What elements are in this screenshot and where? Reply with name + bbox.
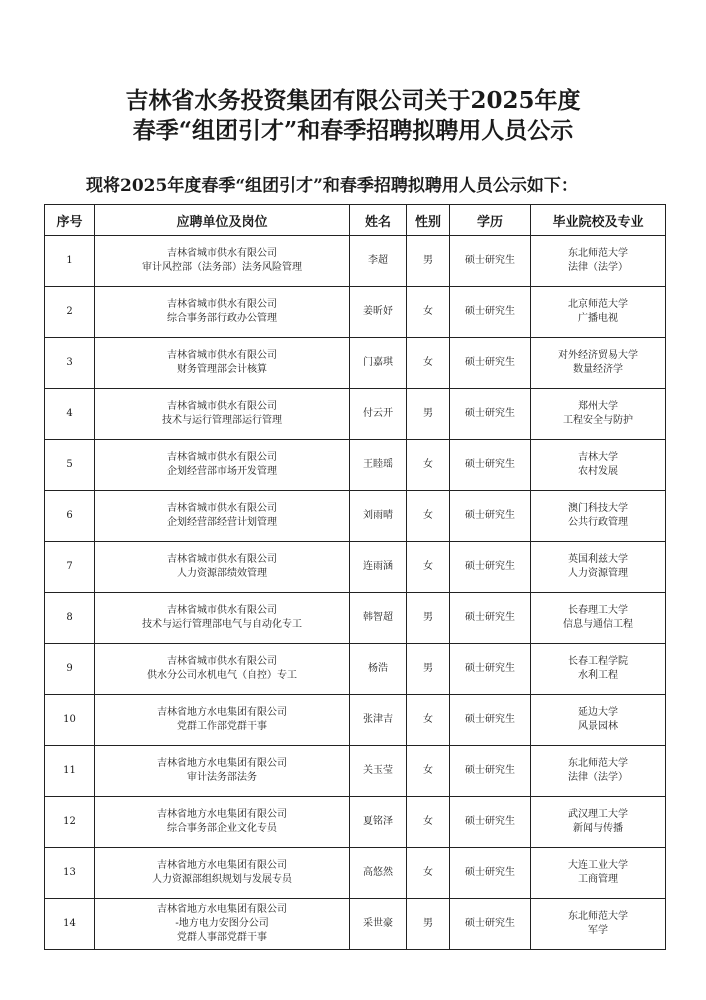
school-major-line: 吉林大学 <box>578 452 618 463</box>
gender-cell: 女 <box>407 797 450 848</box>
unit-position-cell <box>95 848 350 899</box>
unit-position-line: 财务管理部会计核算 <box>177 364 267 375</box>
gender-cell: 女 <box>407 746 450 797</box>
name-cell: 韩智超 <box>350 593 407 644</box>
header-row <box>45 205 666 236</box>
gender-cell: 男 <box>407 389 450 440</box>
school-major-cell <box>531 389 666 440</box>
table-row <box>45 797 666 848</box>
unit-position-line: 吉林省城市供水有限公司 <box>167 656 277 667</box>
seq-cell: 8 <box>45 593 95 644</box>
name-cell: 刘雨晴 <box>350 491 407 542</box>
school-major-line: 大连工业大学 <box>568 860 628 871</box>
intro-text: 现将2025年度春季“组团引才”和春季招聘拟聘用人员公示如下： <box>86 176 578 196</box>
gender-cell: 男 <box>407 899 450 950</box>
school-major-cell <box>531 440 666 491</box>
table-row <box>45 593 666 644</box>
table-row <box>45 899 666 950</box>
gender-cell: 女 <box>407 542 450 593</box>
unit-position-line: 综合事务部企业文化专员 <box>167 823 277 834</box>
unit-position-line: 吉林省城市供水有限公司 <box>167 401 277 412</box>
degree-cell: 硕士研究生 <box>450 644 531 695</box>
unit-position-line: 党群人事部党群干事 <box>177 932 267 943</box>
school-major-line: 法律（法学） <box>568 772 628 783</box>
degree-cell: 硕士研究生 <box>450 746 531 797</box>
seq-cell: 5 <box>45 440 95 491</box>
school-major-cell <box>531 542 666 593</box>
unit-position-line: 审计风控部（法务部）法务风险管理 <box>142 262 302 273</box>
school-major-line: 法律（法学） <box>568 262 628 273</box>
table-row <box>45 389 666 440</box>
unit-position-line: 企划经营部经营计划管理 <box>167 517 277 528</box>
degree-cell: 硕士研究生 <box>450 695 531 746</box>
unit-position-line: 审计法务部法务 <box>187 772 257 783</box>
school-major-line: 对外经济贸易大学 <box>558 350 638 361</box>
school-major-line: 数量经济学 <box>573 364 623 375</box>
school-major-line: 长春理工大学 <box>568 605 628 616</box>
seq-cell: 11 <box>45 746 95 797</box>
school-major-line: 郑州大学 <box>578 401 618 412</box>
school-major-line: 武汉理工大学 <box>568 809 628 820</box>
school-major-cell <box>531 899 666 950</box>
degree-cell: 硕士研究生 <box>450 848 531 899</box>
unit-position-line: 吉林省城市供水有限公司 <box>167 350 277 361</box>
table-row <box>45 542 666 593</box>
gender-cell: 女 <box>407 695 450 746</box>
table-row <box>45 746 666 797</box>
unit-position-cell <box>95 899 350 950</box>
gender-cell: 男 <box>407 593 450 644</box>
table-row <box>45 236 666 287</box>
name-cell: 关玉莹 <box>350 746 407 797</box>
gender-cell: 女 <box>407 440 450 491</box>
school-major-line: 英国利兹大学 <box>568 554 628 565</box>
seq-cell: 7 <box>45 542 95 593</box>
table-body <box>45 236 666 950</box>
degree-cell: 硕士研究生 <box>450 440 531 491</box>
unit-position-line: 供水分公司水机电气（自控）专工 <box>147 670 297 681</box>
degree-cell: 硕士研究生 <box>450 389 531 440</box>
school-major-cell <box>531 593 666 644</box>
seq-cell: 10 <box>45 695 95 746</box>
unit-position-line: 党群工作部党群干事 <box>177 721 267 732</box>
school-major-line: 信息与通信工程 <box>563 619 633 630</box>
school-major-cell <box>531 338 666 389</box>
table-row <box>45 695 666 746</box>
school-major-line: 长春工程学院 <box>568 656 628 667</box>
unit-position-line: 人力资源部组织规划与发展专员 <box>152 874 292 885</box>
name-cell: 夏铭泽 <box>350 797 407 848</box>
header-unit: 应聘单位及岗位 <box>95 205 350 236</box>
unit-position-line: 吉林省地方水电集团有限公司 <box>157 809 287 820</box>
name-cell: 高悠然 <box>350 848 407 899</box>
gender-cell: 男 <box>407 236 450 287</box>
school-major-line: 东北师范大学 <box>568 911 628 922</box>
unit-position-cell <box>95 542 350 593</box>
school-major-cell <box>531 236 666 287</box>
gender-cell: 男 <box>407 644 450 695</box>
seq-cell: 13 <box>45 848 95 899</box>
seq-cell: 14 <box>45 899 95 950</box>
school-major-line: 工程安全与防护 <box>563 415 633 426</box>
unit-position-line: 吉林省城市供水有限公司 <box>167 503 277 514</box>
table-row <box>45 338 666 389</box>
title-line-2: 春季“组团引才”和春季招聘拟聘用人员公示 <box>132 117 574 144</box>
school-major-line: 工商管理 <box>578 874 618 885</box>
header-gender: 性别 <box>407 205 450 236</box>
name-cell: 张津吉 <box>350 695 407 746</box>
school-major-line: 广播电视 <box>578 313 618 324</box>
unit-position-cell <box>95 389 350 440</box>
school-major-line: 军学 <box>588 925 608 936</box>
unit-position-cell <box>95 644 350 695</box>
name-cell: 李超 <box>350 236 407 287</box>
degree-cell: 硕士研究生 <box>450 287 531 338</box>
name-cell: 杨浩 <box>350 644 407 695</box>
seq-cell: 3 <box>45 338 95 389</box>
unit-position-line: -地方电力安图分公司 <box>175 918 269 929</box>
unit-position-cell <box>95 695 350 746</box>
unit-position-cell <box>95 338 350 389</box>
degree-cell: 硕士研究生 <box>450 797 531 848</box>
school-major-line: 水利工程 <box>578 670 618 681</box>
unit-position-cell <box>95 797 350 848</box>
seq-cell: 6 <box>45 491 95 542</box>
gender-cell: 女 <box>407 491 450 542</box>
candidates-table <box>44 204 666 950</box>
unit-position-line: 吉林省城市供水有限公司 <box>167 554 277 565</box>
school-major-cell <box>531 797 666 848</box>
school-major-cell <box>531 695 666 746</box>
school-major-cell <box>531 746 666 797</box>
name-cell: 姜昕妤 <box>350 287 407 338</box>
school-major-cell <box>531 644 666 695</box>
unit-position-line: 综合事务部行政办公管理 <box>167 313 277 324</box>
seq-cell: 1 <box>45 236 95 287</box>
school-major-line: 东北师范大学 <box>568 248 628 259</box>
name-cell: 付云开 <box>350 389 407 440</box>
school-major-line: 澳门科技大学 <box>568 503 628 514</box>
school-major-line: 农村发展 <box>578 466 618 477</box>
school-major-line: 延边大学 <box>578 707 618 718</box>
school-major-cell <box>531 287 666 338</box>
table-row <box>45 440 666 491</box>
name-cell: 连雨涵 <box>350 542 407 593</box>
name-cell: 采世豪 <box>350 899 407 950</box>
unit-position-cell <box>95 440 350 491</box>
school-major-line: 东北师范大学 <box>568 758 628 769</box>
header-degree: 学历 <box>450 205 531 236</box>
seq-cell: 9 <box>45 644 95 695</box>
school-major-line: 新闻与传播 <box>573 823 623 834</box>
gender-cell: 女 <box>407 338 450 389</box>
degree-cell: 硕士研究生 <box>450 236 531 287</box>
table-row <box>45 287 666 338</box>
table-row <box>45 491 666 542</box>
unit-position-line: 吉林省地方水电集团有限公司 <box>157 904 287 915</box>
school-major-line: 公共行政管理 <box>568 517 628 528</box>
unit-position-cell <box>95 491 350 542</box>
seq-cell: 2 <box>45 287 95 338</box>
unit-position-line: 吉林省地方水电集团有限公司 <box>157 707 287 718</box>
unit-position-line: 吉林省城市供水有限公司 <box>167 299 277 310</box>
school-major-line: 北京师范大学 <box>568 299 628 310</box>
seq-cell: 12 <box>45 797 95 848</box>
unit-position-line: 技术与运行管理部电气与自动化专工 <box>142 619 302 630</box>
unit-position-line: 人力资源部绩效管理 <box>177 568 267 579</box>
gender-cell: 女 <box>407 848 450 899</box>
unit-position-line: 吉林省地方水电集团有限公司 <box>157 860 287 871</box>
table-row <box>45 644 666 695</box>
header-seq: 序号 <box>45 205 95 236</box>
school-major-line: 风景园林 <box>578 721 618 732</box>
school-major-cell <box>531 848 666 899</box>
school-major-line: 人力资源管理 <box>568 568 628 579</box>
degree-cell: 硕士研究生 <box>450 899 531 950</box>
degree-cell: 硕士研究生 <box>450 338 531 389</box>
unit-position-cell <box>95 746 350 797</box>
unit-position-cell <box>95 593 350 644</box>
name-cell: 王睦瑶 <box>350 440 407 491</box>
unit-position-line: 企划经营部市场开发管理 <box>167 466 277 477</box>
header-school: 毕业院校及专业 <box>531 205 666 236</box>
unit-position-line: 吉林省地方水电集团有限公司 <box>157 758 287 769</box>
school-major-cell <box>531 491 666 542</box>
unit-position-line: 技术与运行管理部运行管理 <box>162 415 282 426</box>
header-name: 姓名 <box>350 205 407 236</box>
degree-cell: 硕士研究生 <box>450 542 531 593</box>
unit-position-cell <box>95 287 350 338</box>
gender-cell: 女 <box>407 287 450 338</box>
degree-cell: 硕士研究生 <box>450 593 531 644</box>
unit-position-line: 吉林省城市供水有限公司 <box>167 605 277 616</box>
unit-position-line: 吉林省城市供水有限公司 <box>167 248 277 259</box>
degree-cell: 硕士研究生 <box>450 491 531 542</box>
seq-cell: 4 <box>45 389 95 440</box>
title-line-1: 吉林省水务投资集团有限公司关于2025年度 <box>125 87 581 114</box>
unit-position-line: 吉林省城市供水有限公司 <box>167 452 277 463</box>
unit-position-cell <box>95 236 350 287</box>
table-row <box>45 848 666 899</box>
name-cell: 门嘉琪 <box>350 338 407 389</box>
